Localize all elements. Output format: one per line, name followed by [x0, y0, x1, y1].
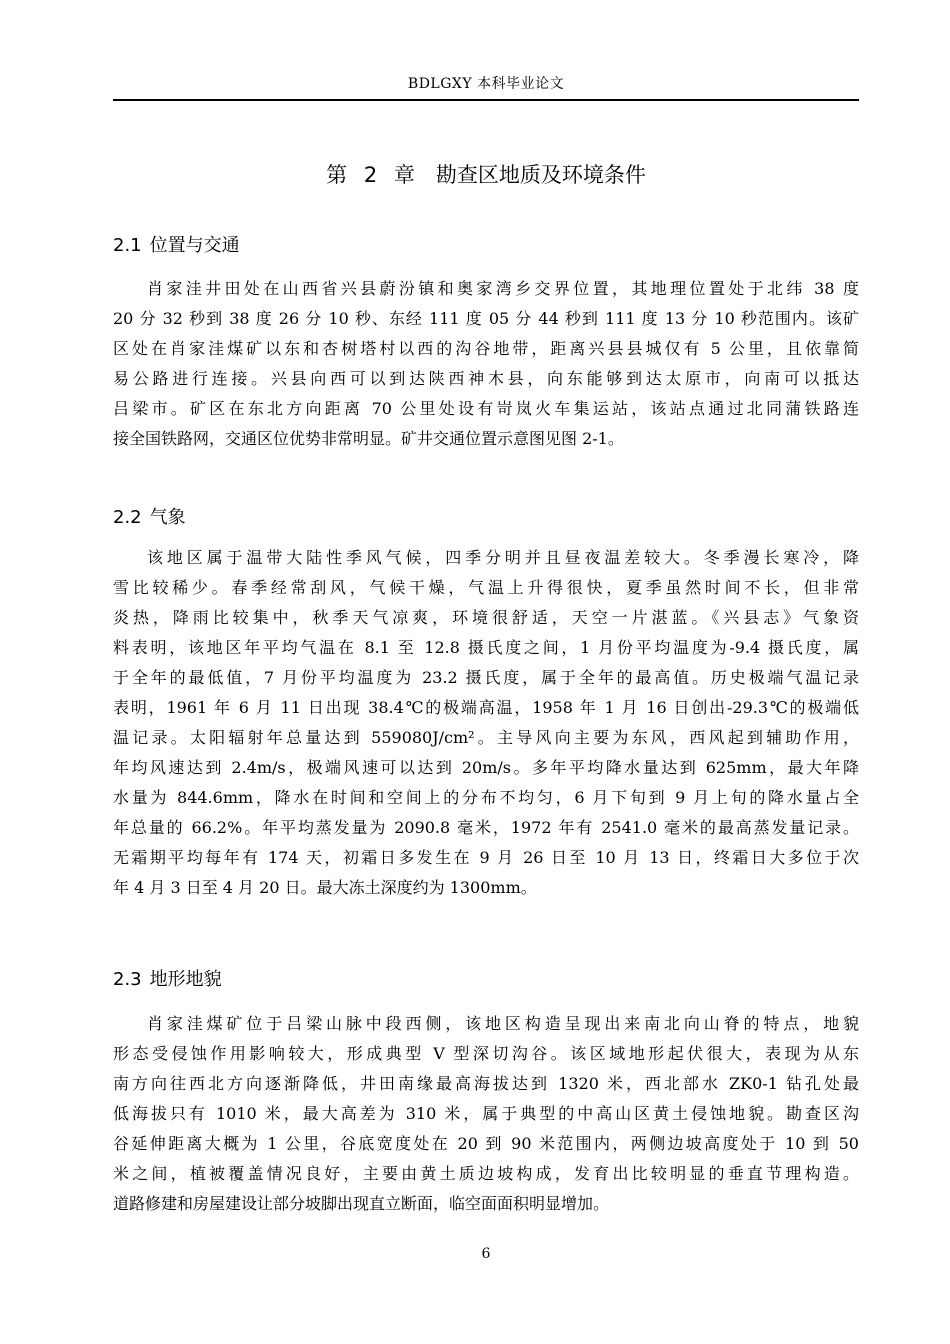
paragraph-line: 谷延伸距离大概为 1 公里，谷底宽度处在 20 到 90 米范围内，两侧边坡高度处于 10 到 50	[113, 1134, 859, 1153]
paragraph-line: 年总量的 66.2%。年平均蒸发量为 2090.8 毫米，1972 年有 2541.0 毫米的最高蒸发量记录。	[113, 818, 859, 837]
paragraph-climate	[113, 543, 859, 903]
paragraph-line: 年 4 月 3 日至 4 月 20 日。最大冻土深度约为 1300mm。	[113, 878, 537, 897]
section-heading-2-1	[113, 233, 240, 259]
section-number: 2.1	[113, 235, 142, 256]
section-heading-2-2	[113, 505, 186, 531]
paragraph-line: 肖家洼煤矿位于吕梁山脉中段西侧，该地区构造呈现出来南北向山脊的特点，地貌	[147, 1014, 859, 1033]
paragraph-line: 无霜期平均每年有 174 天，初霜日多发生在 9 月 26 日至 10 月 13 日，终霜日大多位于次	[113, 848, 859, 867]
paragraph-line: 南方向往西北方向逐渐降低，井田南缘最高海拔达到 1320 米，西北部水 ZK0-1 钻孔处最	[113, 1074, 859, 1093]
paragraph-line: 米之间，植被覆盖情况良好，主要由黄土质边坡构成，发育出比较明显的垂直节理构造。	[113, 1164, 859, 1183]
paragraph-line: 易公路进行连接。兴县向西可以到达陕西神木县，向东能够到达太原市，向南可以抵达	[113, 369, 859, 388]
paragraph-line: 20 分 32 秒到 38 度 26 分 10 秒、东经 111 度 05 分 44 秒到 111 度 13 分 10 秒范围内。该矿	[113, 309, 859, 328]
paragraph-line: 肖家洼井田处在山西省兴县蔚汾镇和奥家湾乡交界位置，其地理位置处于北纬 38 度	[147, 279, 859, 298]
paragraph-line: 于全年的最低值，7 月份平均温度为 23.2 摄氏度，属于全年的最高值。历史极端气温记录	[113, 668, 859, 687]
section-title: 位置与交通	[149, 235, 240, 256]
section-title: 地形地貌	[149, 969, 222, 990]
paragraph-line: 水量为 844.6mm，降水在时间和空间上的分布不均匀，6 月下旬到 9 月上旬的降水量占全	[113, 788, 859, 807]
section-number: 2.3	[113, 969, 142, 990]
paragraph-line: 道路修建和房屋建设让部分坡脚出现直立断面，临空面面积明显增加。	[113, 1194, 610, 1213]
paragraph-line: 表明，1961 年 6 月 11 日出现 38.4℃的极端高温，1958 年 1 月 16 日创出-29.3℃的极端低	[113, 698, 859, 717]
paragraph-line: 区处在肖家洼煤矿以东和杏树塔村以西的沟谷地带，距离兴县县城仅有 5 公里，且依靠简	[113, 339, 859, 358]
paragraph-line: 温记录。太阳辐射年总量达到 559080J/cm²。主导风向主要为东风，西风起到辅助作用，	[113, 728, 859, 747]
paragraph-line: 低海拔只有 1010 米，最大高差为 310 米，属于典型的中高山区黄土侵蚀地貌。勘查区沟	[113, 1104, 859, 1123]
page-number: 6	[481, 1246, 491, 1262]
section-title: 气象	[149, 507, 186, 528]
paragraph-line: 料表明，该地区年平均气温在 8.1 至 12.8 摄氏度之间，1 月份平均温度为-9.4 摄氏度，属	[113, 638, 859, 657]
chapter-title: 第 2 章 勘查区地质及环境条件	[326, 163, 646, 187]
paragraph-terrain	[113, 1009, 859, 1219]
header-rule	[113, 99, 859, 101]
paragraph-line: 年均风速达到 2.4m/s，极端风速可以达到 20m/s。多年平均降水量达到 625mm，最大年降	[113, 758, 859, 777]
paragraph-line: 该地区属于温带大陆性季风气候，四季分明并且昼夜温差较大。冬季漫长寒冷，降	[147, 548, 859, 567]
running-header: BDLGXY 本科毕业论文	[407, 76, 565, 92]
section-heading-2-3	[113, 967, 222, 993]
paragraph-line: 炎热，降雨比较集中，秋季天气凉爽，环境很舒适，天空一片湛蓝。《兴县志》气象资	[113, 608, 859, 627]
section-number: 2.2	[113, 507, 142, 528]
paragraph-location-transport	[113, 274, 859, 454]
paragraph-line: 形态受侵蚀作用影响较大，形成典型 V 型深切沟谷。该区域地形起伏很大，表现为从东	[113, 1044, 859, 1063]
paragraph-line: 接全国铁路网，交通区位优势非常明显。矿井交通位置示意图见图 2-1。	[113, 429, 624, 448]
paragraph-line: 雪比较稀少。春季经常刮风，气候干燥，气温上升得很快，夏季虽然时间不长，但非常	[113, 578, 859, 597]
paragraph-line: 吕梁市。矿区在东北方向距离 70 公里处设有岢岚火车集运站，该站点通过北同蒲铁路连	[113, 399, 859, 418]
